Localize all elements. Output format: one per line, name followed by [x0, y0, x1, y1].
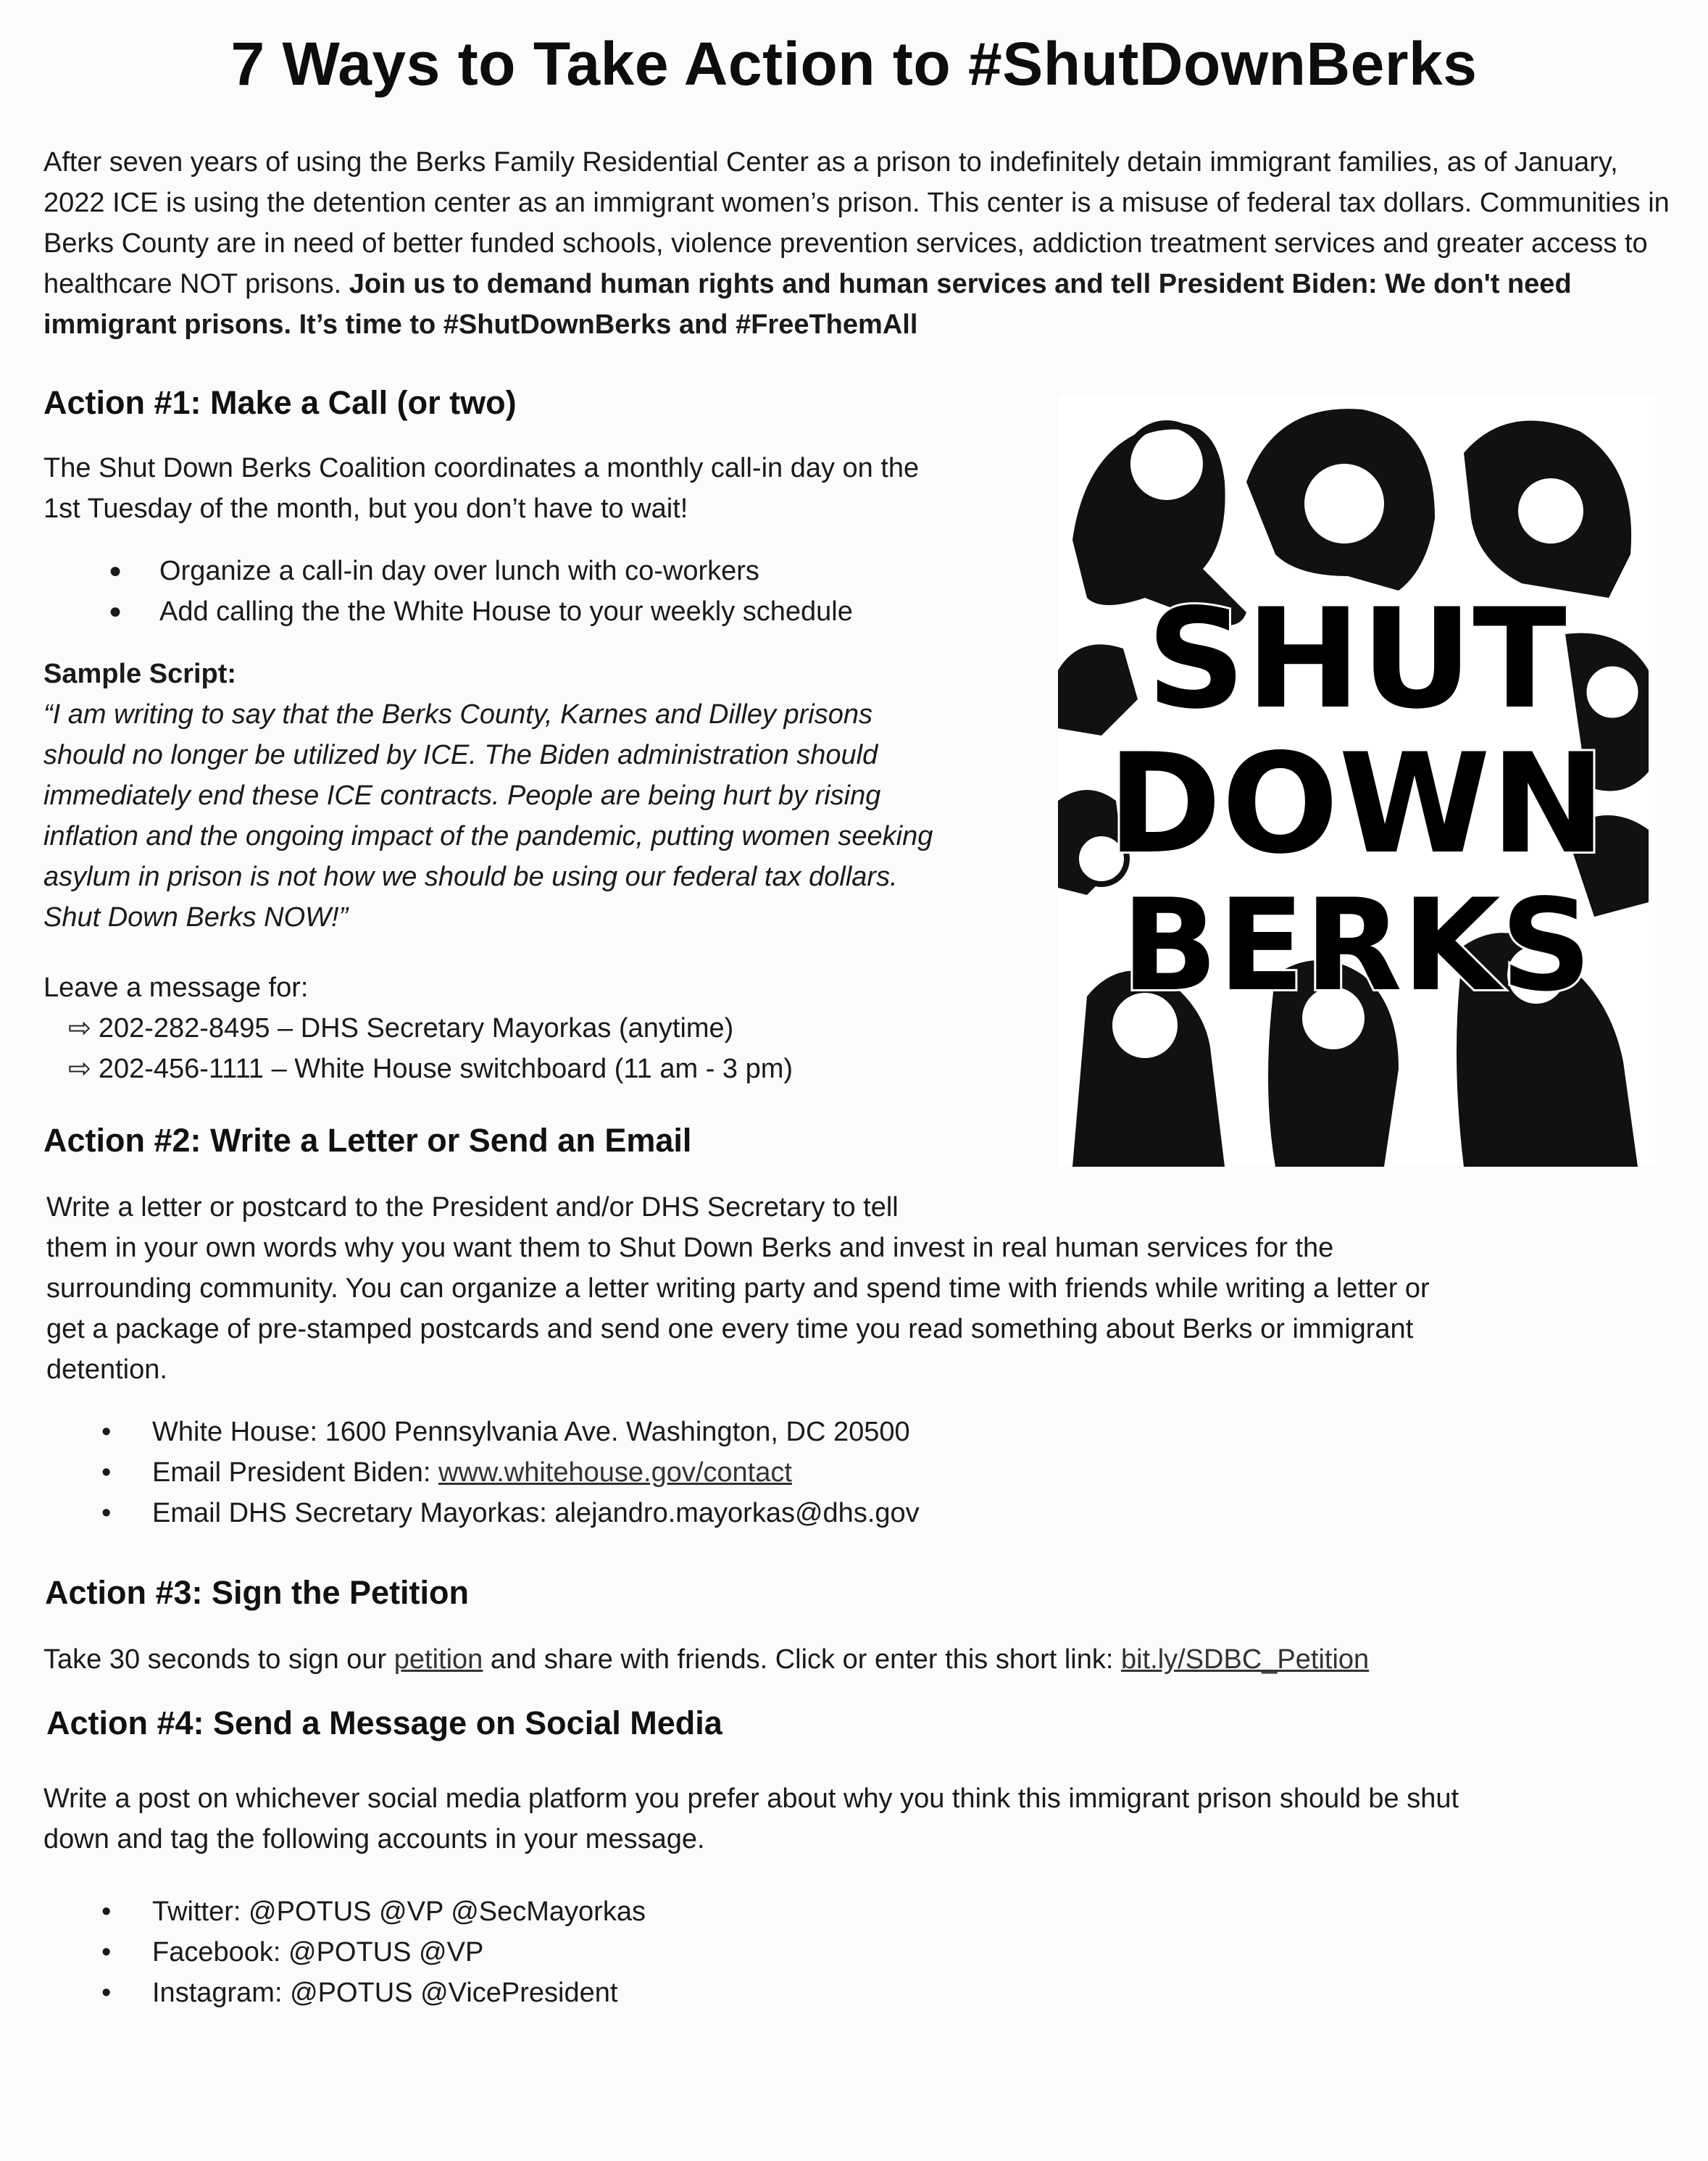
poster-word: SHUT — [1146, 579, 1567, 739]
phone-list — [43, 1008, 793, 1089]
poster-word: DOWN — [1107, 724, 1606, 884]
poster-illustration — [1058, 395, 1656, 1167]
action3-heading: Action #3: Sign the Petition — [45, 1574, 470, 1611]
action3-text-after: and share with friends. Click or enter this short link: — [483, 1644, 1121, 1675]
arrow-right-icon: ⇨ — [68, 1054, 91, 1084]
list-item: ● Add calling the the White House to your weekly schedule — [109, 591, 853, 632]
petition-link[interactable]: petition — [393, 1644, 483, 1675]
action1-heading: Action #1: Make a Call (or two) — [43, 384, 517, 421]
action1-text-line: The Shut Down Berks Coalition coordinates a monthly call-in day on the — [43, 453, 920, 483]
list-item: • Instagram: @POTUS @VicePresident — [101, 1973, 646, 2013]
phone-number: 202-456-1111 – White House switchboard (11 am - 3 pm) — [98, 1054, 793, 1084]
phone-item — [43, 1049, 793, 1089]
action2-line: surrounding community. You can organize a letter writing party and spend time with friends while writing a letter or — [46, 1273, 1430, 1304]
script-line: “I am writing to say that the Berks County, Karnes and Dilley prisons — [43, 699, 873, 730]
action1-bullets — [109, 551, 853, 632]
page-title: 7 Ways to Take Action to #ShutDownBerks — [230, 30, 1478, 98]
leave-message-label: Leave a message for: — [43, 973, 309, 1003]
list-item: • Twitter: @POTUS @VP @SecMayorkas — [101, 1891, 646, 1932]
action2-line: them in your own words why you want them to Shut Down Berks and invest in real human services for the — [46, 1233, 1334, 1263]
intro-bold-text: Join us to demand human rights and human services and tell President Biden: We don't need immigrant prisons. It’s time to #ShutDownBerks and #FreeThemAll — [43, 269, 1572, 340]
script-line: Shut Down Berks NOW!” — [43, 902, 349, 933]
action4-bullets — [101, 1891, 646, 2013]
action2-line: detention. — [46, 1354, 167, 1385]
sample-script — [43, 694, 933, 938]
action4-text-line: down and tag the following accounts in your message. — [43, 1824, 705, 1854]
phone-item — [43, 1008, 793, 1049]
intro-text: After seven years of using the Berks Family Residential Center as a prison to indefinitely detain immigrant families, as of January, 2022 ICE is using the detention center as an immigrant women’s prison. This center is a misuse of federal tax dollars. Communities in Berks County are in need of better funded schools, violence prevention services, addiction treatment services and greater access to healthcare NOT prisons. — [43, 147, 1670, 299]
list-item — [101, 1452, 920, 1493]
list-item: ● Organize a call-in day over lunch with co-workers — [109, 551, 853, 591]
script-line: inflation and the ongoing impact of the pandemic, putting women seeking — [43, 821, 933, 852]
action2-paragraph — [46, 1187, 1670, 1390]
action3-text — [43, 1639, 1369, 1680]
phone-number: 202-282-8495 – DHS Secretary Mayorkas (anytime) — [98, 1013, 734, 1044]
action4-text-line: Write a post on whichever social media platform you prefer about why you think this immigrant prison should be shut — [43, 1783, 1459, 1814]
poster-word: BERKS — [1121, 873, 1592, 1020]
action3-text-before: Take 30 seconds to sign our — [43, 1644, 394, 1675]
arrow-right-icon: ⇨ — [68, 1013, 91, 1044]
action1-text-line: 1st Tuesday of the month, but you don’t have to wait! — [43, 494, 688, 524]
list-item: • Email DHS Secretary Mayorkas: alejandro.mayorkas@dhs.gov — [101, 1493, 920, 1533]
short-link[interactable]: bit.ly/SDBC_Petition — [1121, 1644, 1370, 1675]
email-president-label: Email President Biden: — [152, 1457, 438, 1488]
action2-heading: Action #2: Write a Letter or Send an Email — [43, 1122, 692, 1159]
shut-down-berks-poster — [1058, 395, 1656, 1167]
action4-text — [43, 1778, 1681, 1860]
list-item: • Facebook: @POTUS @VP — [101, 1932, 646, 1973]
intro-paragraph — [43, 142, 1670, 345]
action4-heading: Action #4: Send a Message on Social Media — [46, 1704, 722, 1741]
action2-line: Write a letter or postcard to the President and/or DHS Secretary to tell — [46, 1192, 899, 1223]
action2-bullets — [101, 1412, 920, 1533]
script-line: asylum in prison is not how we should be using our federal tax dollars. — [43, 862, 898, 892]
script-line: immediately end these ICE contracts. People are being hurt by rising — [43, 780, 881, 811]
sample-script-label: Sample Script: — [43, 659, 237, 689]
script-line: should no longer be utilized by ICE. The Biden administration should — [43, 740, 878, 770]
action1-text — [43, 448, 919, 529]
action2-line: get a package of pre-stamped postcards and send one every time you read something about Berks or immigrant — [46, 1314, 1414, 1344]
list-item: • White House: 1600 Pennsylvania Ave. Washington, DC 20500 — [101, 1412, 920, 1452]
whitehouse-contact-link[interactable]: www.whitehouse.gov/contact — [438, 1457, 792, 1488]
